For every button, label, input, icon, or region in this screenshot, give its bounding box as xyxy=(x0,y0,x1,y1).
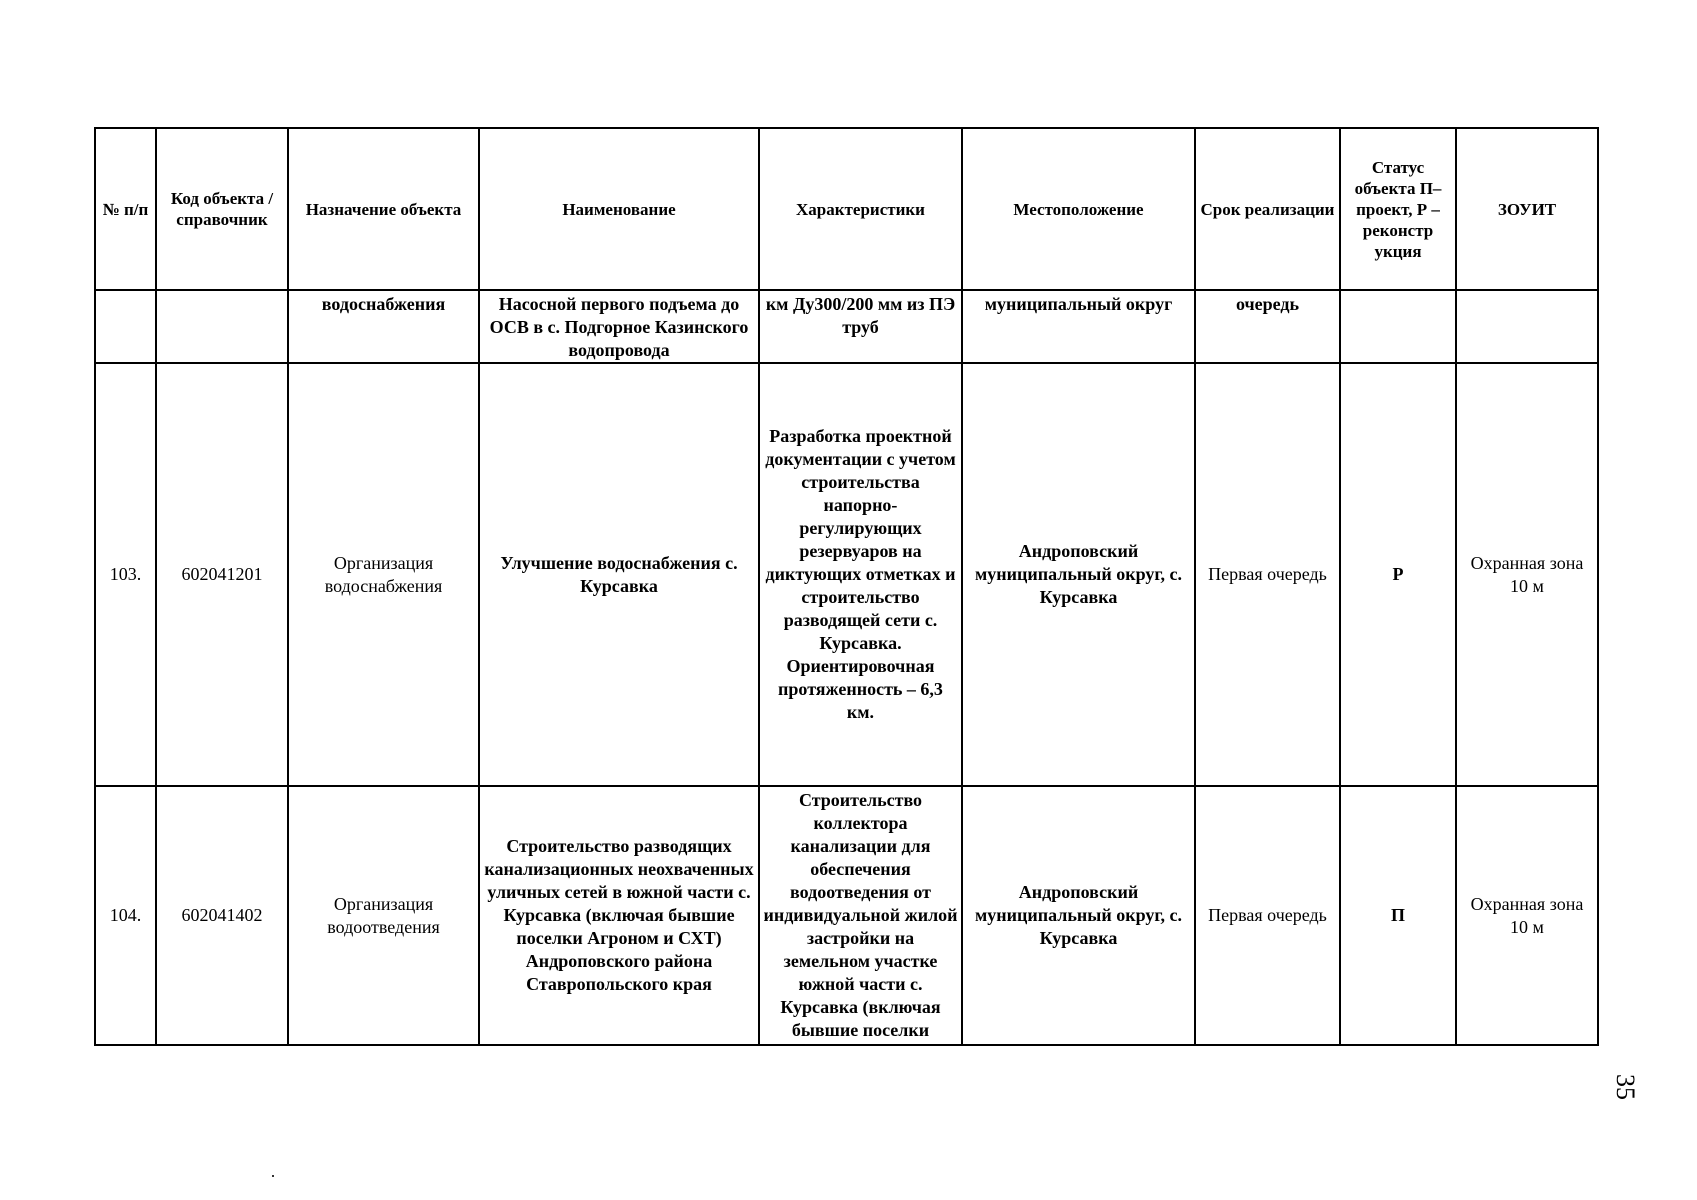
cell-num xyxy=(95,290,156,363)
cell-location: Андроповский муниципальный округ, с. Курсавка xyxy=(962,363,1195,786)
cell-status: П xyxy=(1340,786,1456,1045)
cell-status xyxy=(1340,290,1456,363)
cell-zone: Охранная зона 10 м xyxy=(1456,786,1598,1045)
cell-characteristics: Разработка проектной документации с учетом строительства напорно-регулирующих резервуаров на диктующих отметках и строительство разводящей сети с. Курсавка. Ориентировочная протяженность – 6,3 км. xyxy=(759,363,962,786)
header-zone: ЗОУИТ xyxy=(1456,128,1598,290)
header-code: Код объекта / справочник xyxy=(156,128,288,290)
cell-zone xyxy=(1456,290,1598,363)
table-row xyxy=(95,363,1598,786)
cell-purpose: водоснабжения xyxy=(288,290,479,363)
cell-purpose: Организация водоснабжения xyxy=(288,363,479,786)
cell-location: Андроповский муниципальный округ, с. Курсавка xyxy=(962,786,1195,1045)
header-status: Статус объекта П– проект, Р – реконстр укция xyxy=(1340,128,1456,290)
objects-table xyxy=(94,127,1599,1046)
cell-characteristics: Строительство коллектора канализации для обеспечения водоотведения от индивидуальной жилой застройки на земельном участке южной части с. Курсавка (включая бывшие поселки xyxy=(759,786,962,1045)
cell-term: Первая очередь xyxy=(1195,363,1340,786)
cell-num: 103. xyxy=(95,363,156,786)
page-number: 35 xyxy=(1611,1074,1640,1100)
cell-name: Насосной первого подъема до ОСВ в с. Подгорное Казинского водопровода xyxy=(479,290,759,363)
scan-speck xyxy=(272,1175,274,1177)
cell-num: 104. xyxy=(95,786,156,1045)
header-row xyxy=(95,128,1598,290)
cell-term: Первая очередь xyxy=(1195,786,1340,1045)
cell-location: муниципальный округ xyxy=(962,290,1195,363)
header-name: Наименование xyxy=(479,128,759,290)
table-row xyxy=(95,786,1598,1045)
cell-code: 602041201 xyxy=(156,363,288,786)
cell-characteristics: км Ду300/200 мм из ПЭ труб xyxy=(759,290,962,363)
cell-name: Строительство разводящих канализационных неохваченных уличных сетей в южной части с. Курсавка (включая бывшие поселки Агроном и СХТ) Андроповского района Ставропольского края xyxy=(479,786,759,1045)
header-characteristics: Характеристики xyxy=(759,128,962,290)
cell-term: очередь xyxy=(1195,290,1340,363)
cell-code: 602041402 xyxy=(156,786,288,1045)
header-term: Срок реализации xyxy=(1195,128,1340,290)
cell-status: Р xyxy=(1340,363,1456,786)
cell-zone: Охранная зона 10 м xyxy=(1456,363,1598,786)
cell-code xyxy=(156,290,288,363)
cell-purpose: Организация водоотведения xyxy=(288,786,479,1045)
continuation-row xyxy=(95,290,1598,363)
header-location: Местоположение xyxy=(962,128,1195,290)
header-num: № п/п xyxy=(95,128,156,290)
header-purpose: Назначение объекта xyxy=(288,128,479,290)
cell-name: Улучшение водоснабжения с. Курсавка xyxy=(479,363,759,786)
